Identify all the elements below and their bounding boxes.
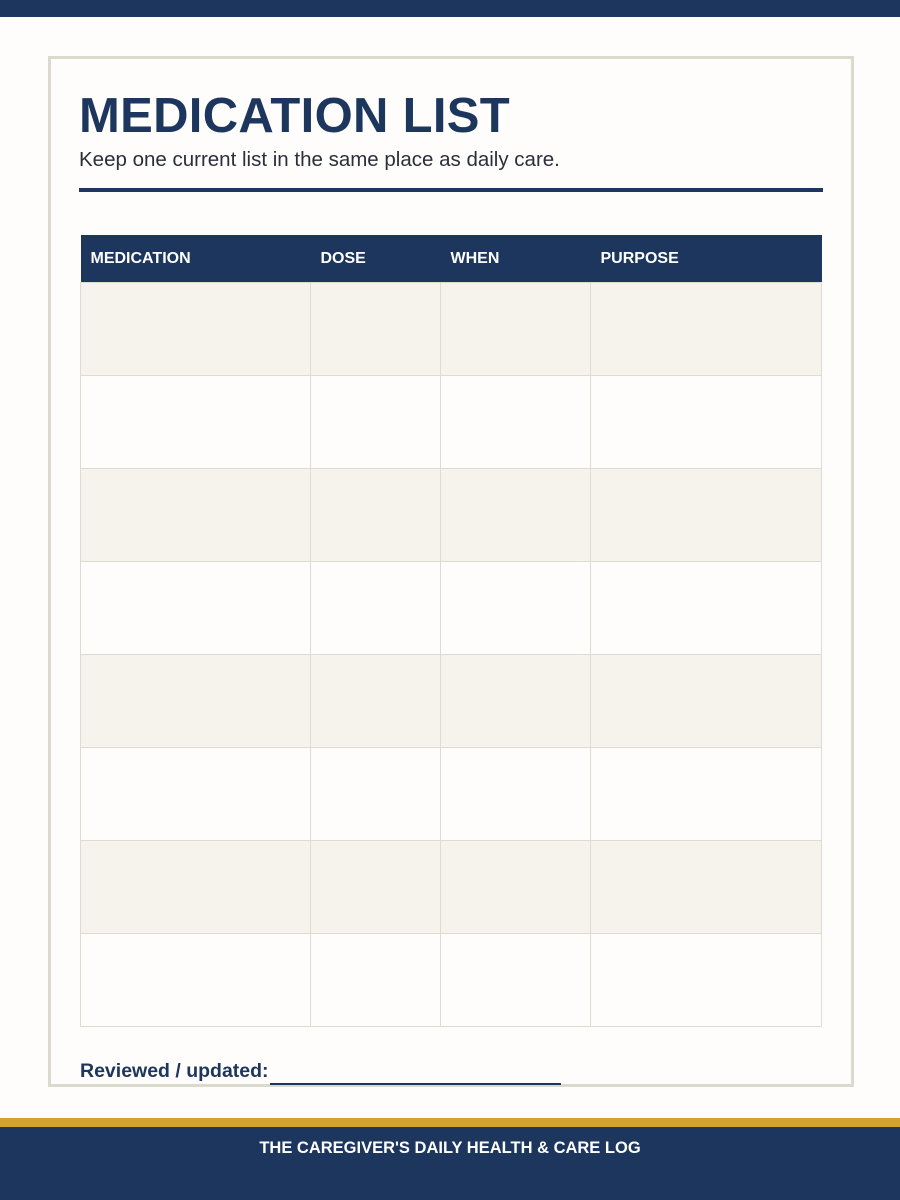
when-cell[interactable] xyxy=(441,562,591,655)
footer-band xyxy=(0,1127,900,1200)
when-cell[interactable] xyxy=(441,841,591,934)
page-title: MEDICATION LIST xyxy=(79,89,510,143)
medication-cell[interactable] xyxy=(81,748,311,841)
dose-cell[interactable] xyxy=(311,841,441,934)
purpose-cell[interactable] xyxy=(591,841,822,934)
column-header-when: WHEN xyxy=(441,235,591,283)
column-header-medication: MEDICATION xyxy=(81,235,311,283)
purpose-cell[interactable] xyxy=(591,655,822,748)
page-subtitle: Keep one current list in the same place as daily care. xyxy=(79,148,560,171)
top-accent-bar xyxy=(0,0,900,17)
table-row xyxy=(81,841,822,934)
medication-cell[interactable] xyxy=(81,283,311,376)
table-row xyxy=(81,562,822,655)
purpose-cell[interactable] xyxy=(591,283,822,376)
table-row xyxy=(81,283,822,376)
purpose-cell[interactable] xyxy=(591,469,822,562)
table-row xyxy=(81,469,822,562)
table-header-row xyxy=(81,235,822,283)
reviewed-date-field[interactable] xyxy=(270,1083,561,1085)
medication-cell[interactable] xyxy=(81,376,311,469)
when-cell[interactable] xyxy=(441,469,591,562)
when-cell[interactable] xyxy=(441,376,591,469)
dose-cell[interactable] xyxy=(311,469,441,562)
reviewed-label: Reviewed / updated: xyxy=(80,1060,269,1082)
when-cell[interactable] xyxy=(441,283,591,376)
when-cell[interactable] xyxy=(441,934,591,1027)
dose-cell[interactable] xyxy=(311,562,441,655)
table-row xyxy=(81,655,822,748)
purpose-cell[interactable] xyxy=(591,376,822,469)
column-header-purpose: PURPOSE xyxy=(591,235,822,283)
medication-cell[interactable] xyxy=(81,655,311,748)
purpose-cell[interactable] xyxy=(591,562,822,655)
medication-cell[interactable] xyxy=(81,562,311,655)
medication-cell[interactable] xyxy=(81,934,311,1027)
table-row xyxy=(81,934,822,1027)
purpose-cell[interactable] xyxy=(591,934,822,1027)
title-divider xyxy=(79,188,823,192)
dose-cell[interactable] xyxy=(311,934,441,1027)
dose-cell[interactable] xyxy=(311,655,441,748)
when-cell[interactable] xyxy=(441,748,591,841)
when-cell[interactable] xyxy=(441,655,591,748)
medication-cell[interactable] xyxy=(81,841,311,934)
medication-cell[interactable] xyxy=(81,469,311,562)
column-header-dose: DOSE xyxy=(311,235,441,283)
footer-title: THE CAREGIVER'S DAILY HEALTH & CARE LOG xyxy=(259,1139,641,1157)
dose-cell[interactable] xyxy=(311,283,441,376)
dose-cell[interactable] xyxy=(311,748,441,841)
dose-cell[interactable] xyxy=(311,376,441,469)
table-row xyxy=(81,376,822,469)
table-row xyxy=(81,748,822,841)
medication-table xyxy=(80,235,822,1027)
footer-gold-stripe xyxy=(0,1118,900,1127)
purpose-cell[interactable] xyxy=(591,748,822,841)
